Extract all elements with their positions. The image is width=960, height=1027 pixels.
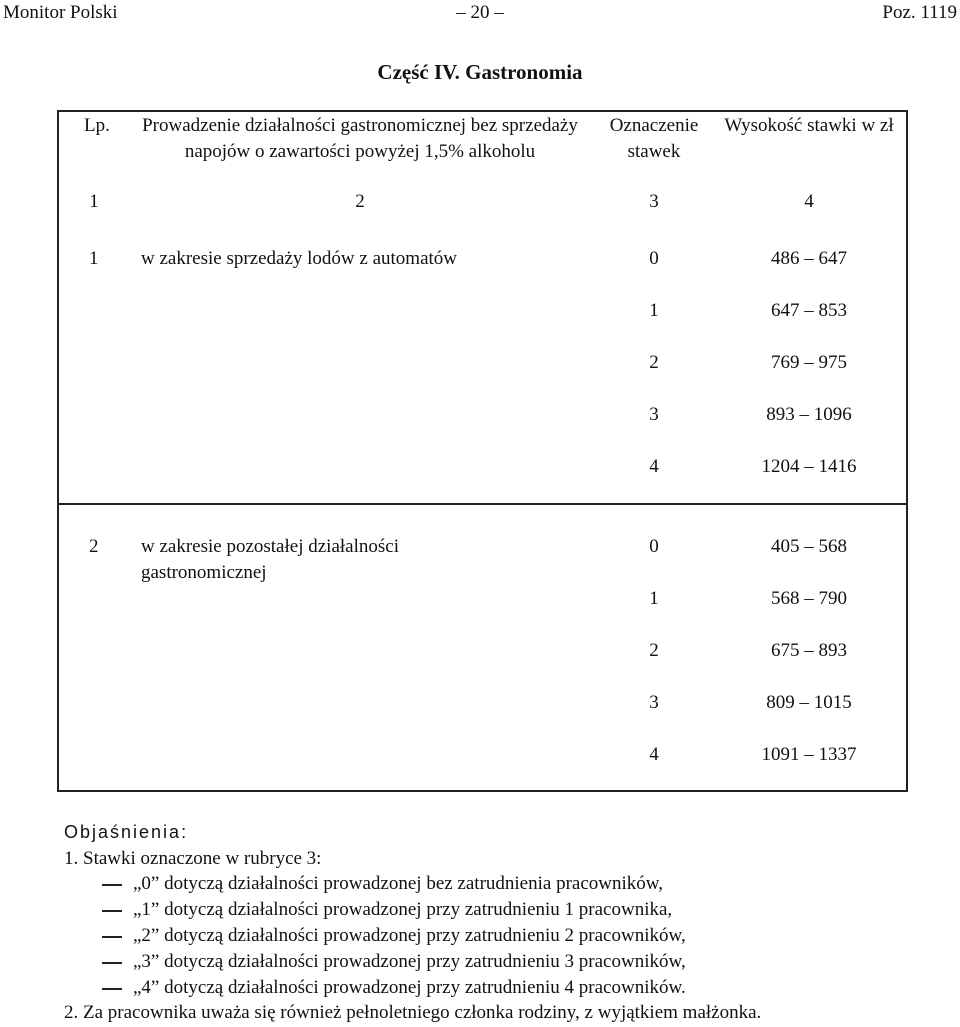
row-1-rate: 486 – 647: [771, 248, 847, 269]
position-number: Poz. 1119: [882, 2, 957, 23]
col-number-3: 3: [649, 191, 659, 212]
explanation-bullet: „4” dotyczą działalności prowadzonej przy zatrudnieniu 4 pracowników.: [133, 977, 686, 998]
row-2-mark: 3: [649, 692, 659, 713]
row-2-mark: 1: [649, 588, 659, 609]
col-header-lp: Lp.: [84, 115, 110, 136]
row-2-mark: 4: [649, 744, 659, 765]
bullet-dash: [102, 936, 122, 938]
row-1-rate: 1204 – 1416: [761, 456, 857, 477]
col-number-1: 1: [89, 191, 99, 212]
row-1-mark: 2: [649, 352, 659, 373]
row-2-rate: 405 – 568: [771, 536, 847, 557]
row-1-description: w zakresie sprzedaży lodów z automatów: [141, 248, 458, 269]
explanation-item-2: 2. Za pracownika uważa się również pełnoletniego członka rodziny, z wyjątkiem małżonka.: [64, 1002, 762, 1023]
bullet-dash: [102, 910, 122, 912]
col-header-rate: Wysokość stawki w zł: [724, 115, 894, 136]
row-1-rate: 769 – 975: [771, 352, 847, 373]
rates-table: [57, 110, 908, 792]
page-number: – 20 –: [456, 2, 504, 23]
row-1-lp: 1: [89, 248, 99, 269]
row-1-rate: 647 – 853: [771, 300, 847, 321]
row-2-mark: 0: [649, 536, 659, 557]
row-2-rate: 568 – 790: [771, 588, 847, 609]
row-2-mark: 2: [649, 640, 659, 661]
row-2-description: w zakresie pozostałej działalności gastronomicznej: [141, 536, 399, 583]
explanation-bullet: „2” dotyczą działalności prowadzonej przy zatrudnieniu 2 pracowników,: [133, 925, 686, 946]
row-1-mark: 3: [649, 404, 659, 425]
explanation-item-1: 1. Stawki oznaczone w rubryce 3:: [64, 848, 322, 869]
explanations-heading: Objaśnienia:: [64, 822, 189, 842]
row-1-rate: 893 – 1096: [766, 404, 852, 425]
row-1-mark: 1: [649, 300, 659, 321]
row-2-rate: 809 – 1015: [766, 692, 852, 713]
explanation-bullet: „0” dotyczą działalności prowadzonej bez zatrudnienia pracowników,: [133, 873, 664, 894]
col-number-4: 4: [804, 191, 814, 212]
bullet-dash: [102, 962, 122, 964]
col-header-description: Prowadzenie działalności gastronomicznej bez sprzedaży napojów o zawartości powyżej 1,5% alkoholu: [142, 115, 578, 162]
bullet-dash: [102, 884, 122, 886]
row-1-mark: 4: [649, 456, 659, 477]
bullet-dash: [102, 988, 122, 990]
row-2-rate: 1091 – 1337: [761, 744, 857, 765]
section-title: Część IV. Gastronomia: [377, 60, 583, 84]
publication-name: Monitor Polski: [3, 2, 118, 23]
explanation-bullet: „1” dotyczą działalności prowadzonej przy zatrudnieniu 1 pracownika,: [133, 899, 673, 920]
row-2-lp: 2: [89, 536, 99, 557]
row-2-rate: 675 – 893: [771, 640, 847, 661]
row-divider: [59, 503, 906, 505]
col-number-2: 2: [355, 191, 365, 212]
col-header-mark: Oznaczenie stawek: [609, 115, 699, 162]
explanation-bullet: „3” dotyczą działalności prowadzonej przy zatrudnieniu 3 pracowników,: [133, 951, 686, 972]
row-1-mark: 0: [649, 248, 659, 269]
